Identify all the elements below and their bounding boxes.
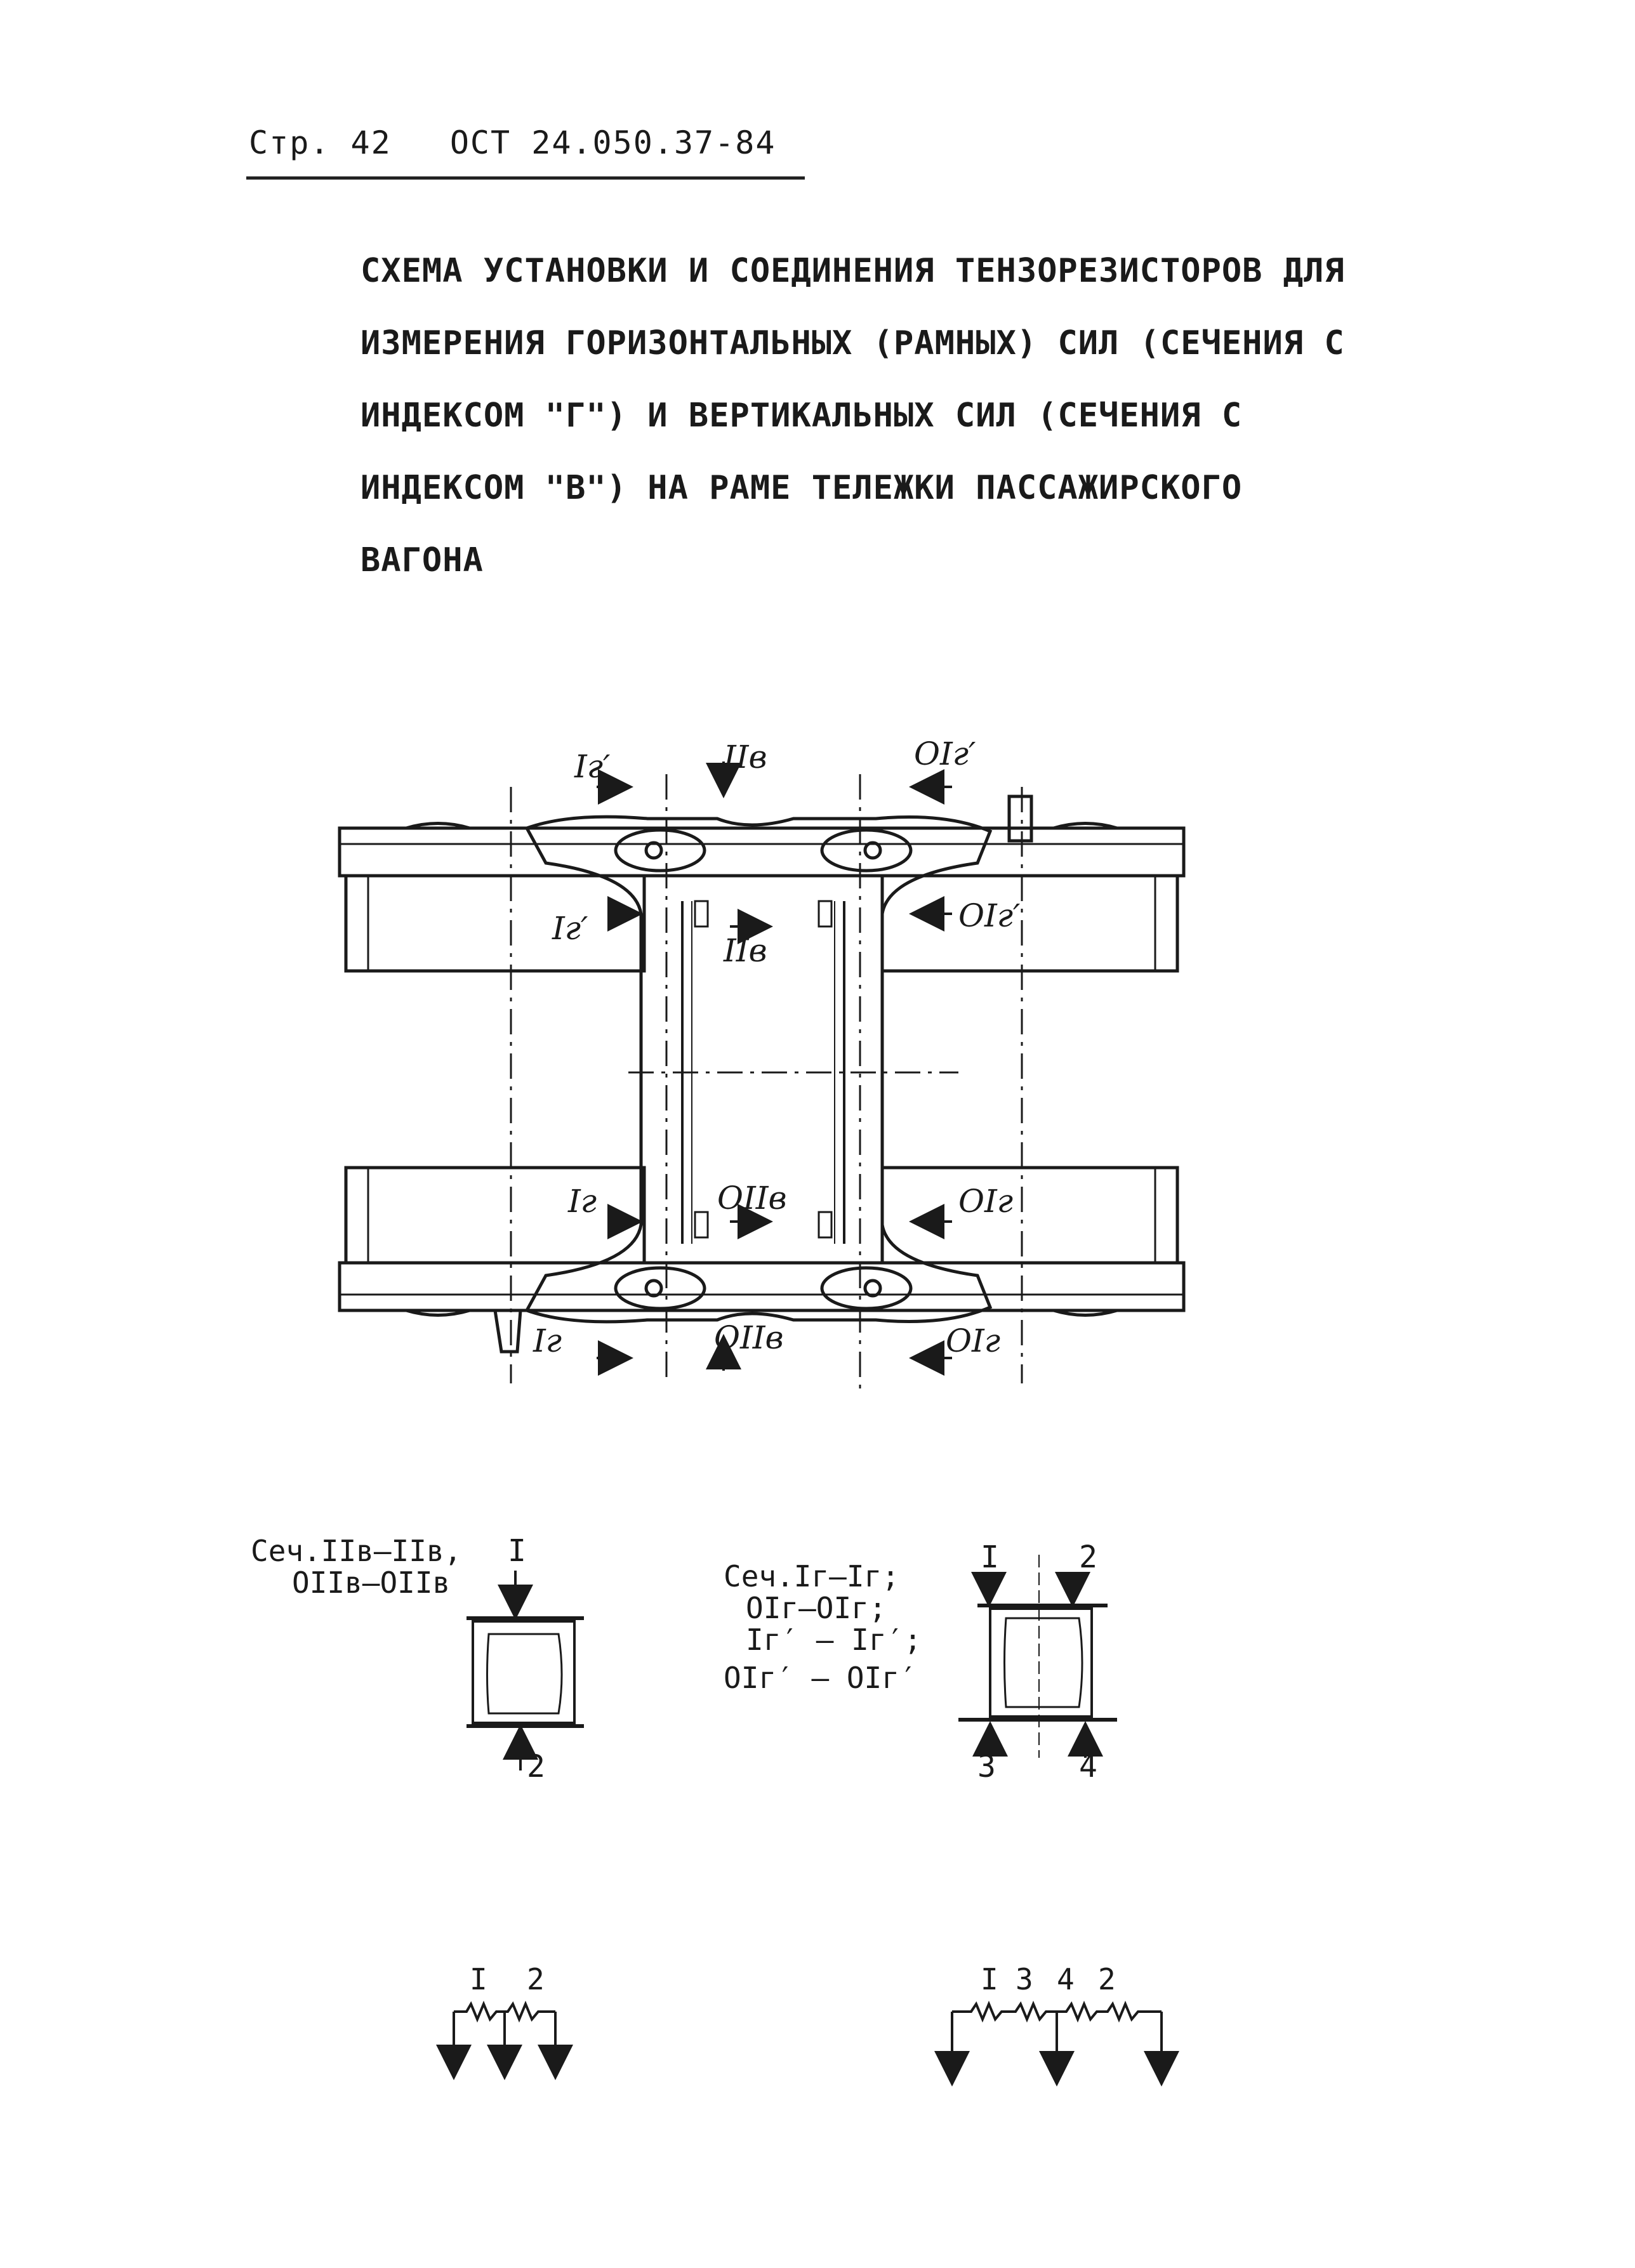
bottom-side-beam: [340, 1263, 1184, 1310]
section-right-mark: I: [981, 1539, 999, 1575]
section-right-mark: 3: [977, 1749, 996, 1784]
page-number: Стр. 42: [249, 124, 392, 161]
circuit-left-label: I: [470, 1962, 487, 1996]
title-line: ИНДЕКСОМ "В") НА РАМЕ ТЕЛЕЖКИ ПАССАЖИРСКОГО: [361, 469, 1243, 507]
circuit-right-label: 4: [1057, 1962, 1075, 1996]
section-left: [251, 1533, 584, 1784]
bogie-frame-plan: [340, 796, 1184, 1352]
label-inner-upper-center: IIв: [724, 932, 767, 969]
fitting: [1009, 796, 1031, 841]
label-bottom-left: Iг: [533, 1322, 562, 1359]
section-arrows: [597, 761, 952, 1371]
title-line: ИНДЕКСОМ "Г") И ВЕРТИКАЛЬНЫХ СИЛ (СЕЧЕНИЯ С: [361, 397, 1243, 435]
section-lines: [511, 774, 1022, 1396]
label-inner-upper-left: Iг′: [552, 910, 588, 947]
bottom-right-box: [882, 1168, 1177, 1263]
top-right-box: [882, 876, 1177, 971]
standard-code: ОСТ 24.050.37-84: [449, 124, 776, 161]
section-left-mark: I: [508, 1533, 526, 1569]
section-left-caption: Сеч.IIв–IIв,: [251, 1534, 462, 1568]
circuit-right-label: I: [981, 1962, 998, 1996]
section-right-caption: OIг–OIг;: [746, 1591, 887, 1625]
central-transom: [527, 817, 990, 1322]
label-inner-lower-left: Iг: [568, 1183, 597, 1220]
bottom-left-box: [346, 1168, 644, 1263]
section-right-caption: Iг′ – Iг′;: [746, 1623, 922, 1657]
fitting: [495, 1310, 520, 1352]
section-left-caption: OIIв–OIIв: [292, 1566, 451, 1600]
section-right: [724, 1539, 1117, 1784]
circuit-right: [952, 1962, 1162, 2081]
label-inner-lower-center: OIIв: [717, 1180, 787, 1216]
label-top-right: OIг′: [914, 735, 976, 772]
label-inner-lower-right: OIг: [958, 1183, 1014, 1220]
label-bottom-center: OIIв: [714, 1319, 784, 1356]
title-line: ИЗМЕРЕНИЯ ГОРИЗОНТАЛЬНЫХ (РАМНЫХ) СИЛ (СЕЧЕНИЯ С: [361, 324, 1345, 362]
circuit-left-label: 2: [527, 1962, 545, 1996]
section-right-mark: 2: [1079, 1539, 1097, 1575]
circuit-right-label: 3: [1016, 1962, 1033, 1996]
top-left-box: [346, 876, 644, 971]
top-side-beam: [340, 828, 1184, 876]
label-inner-upper-right: OIг′: [958, 897, 1021, 934]
label-top-center: IIв: [724, 739, 767, 775]
circuit-left: [454, 1962, 555, 2075]
label-bottom-right: OIг: [946, 1322, 1001, 1359]
label-top-left: Iг′: [574, 748, 611, 785]
circuit-right-label: 2: [1098, 1962, 1116, 1996]
section-right-caption: OIг′ – OIг′: [724, 1661, 917, 1695]
title-line: ВАГОНА: [361, 541, 484, 579]
title-line: СХЕМА УСТАНОВКИ И СОЕДИНЕНИЯ ТЕНЗОРЕЗИСТОРОВ ДЛЯ: [361, 252, 1345, 290]
section-right-caption: Сеч.Iг–Iг;: [724, 1559, 899, 1593]
section-left-mark: 2: [527, 1749, 545, 1784]
section-right-mark: 4: [1079, 1749, 1097, 1784]
